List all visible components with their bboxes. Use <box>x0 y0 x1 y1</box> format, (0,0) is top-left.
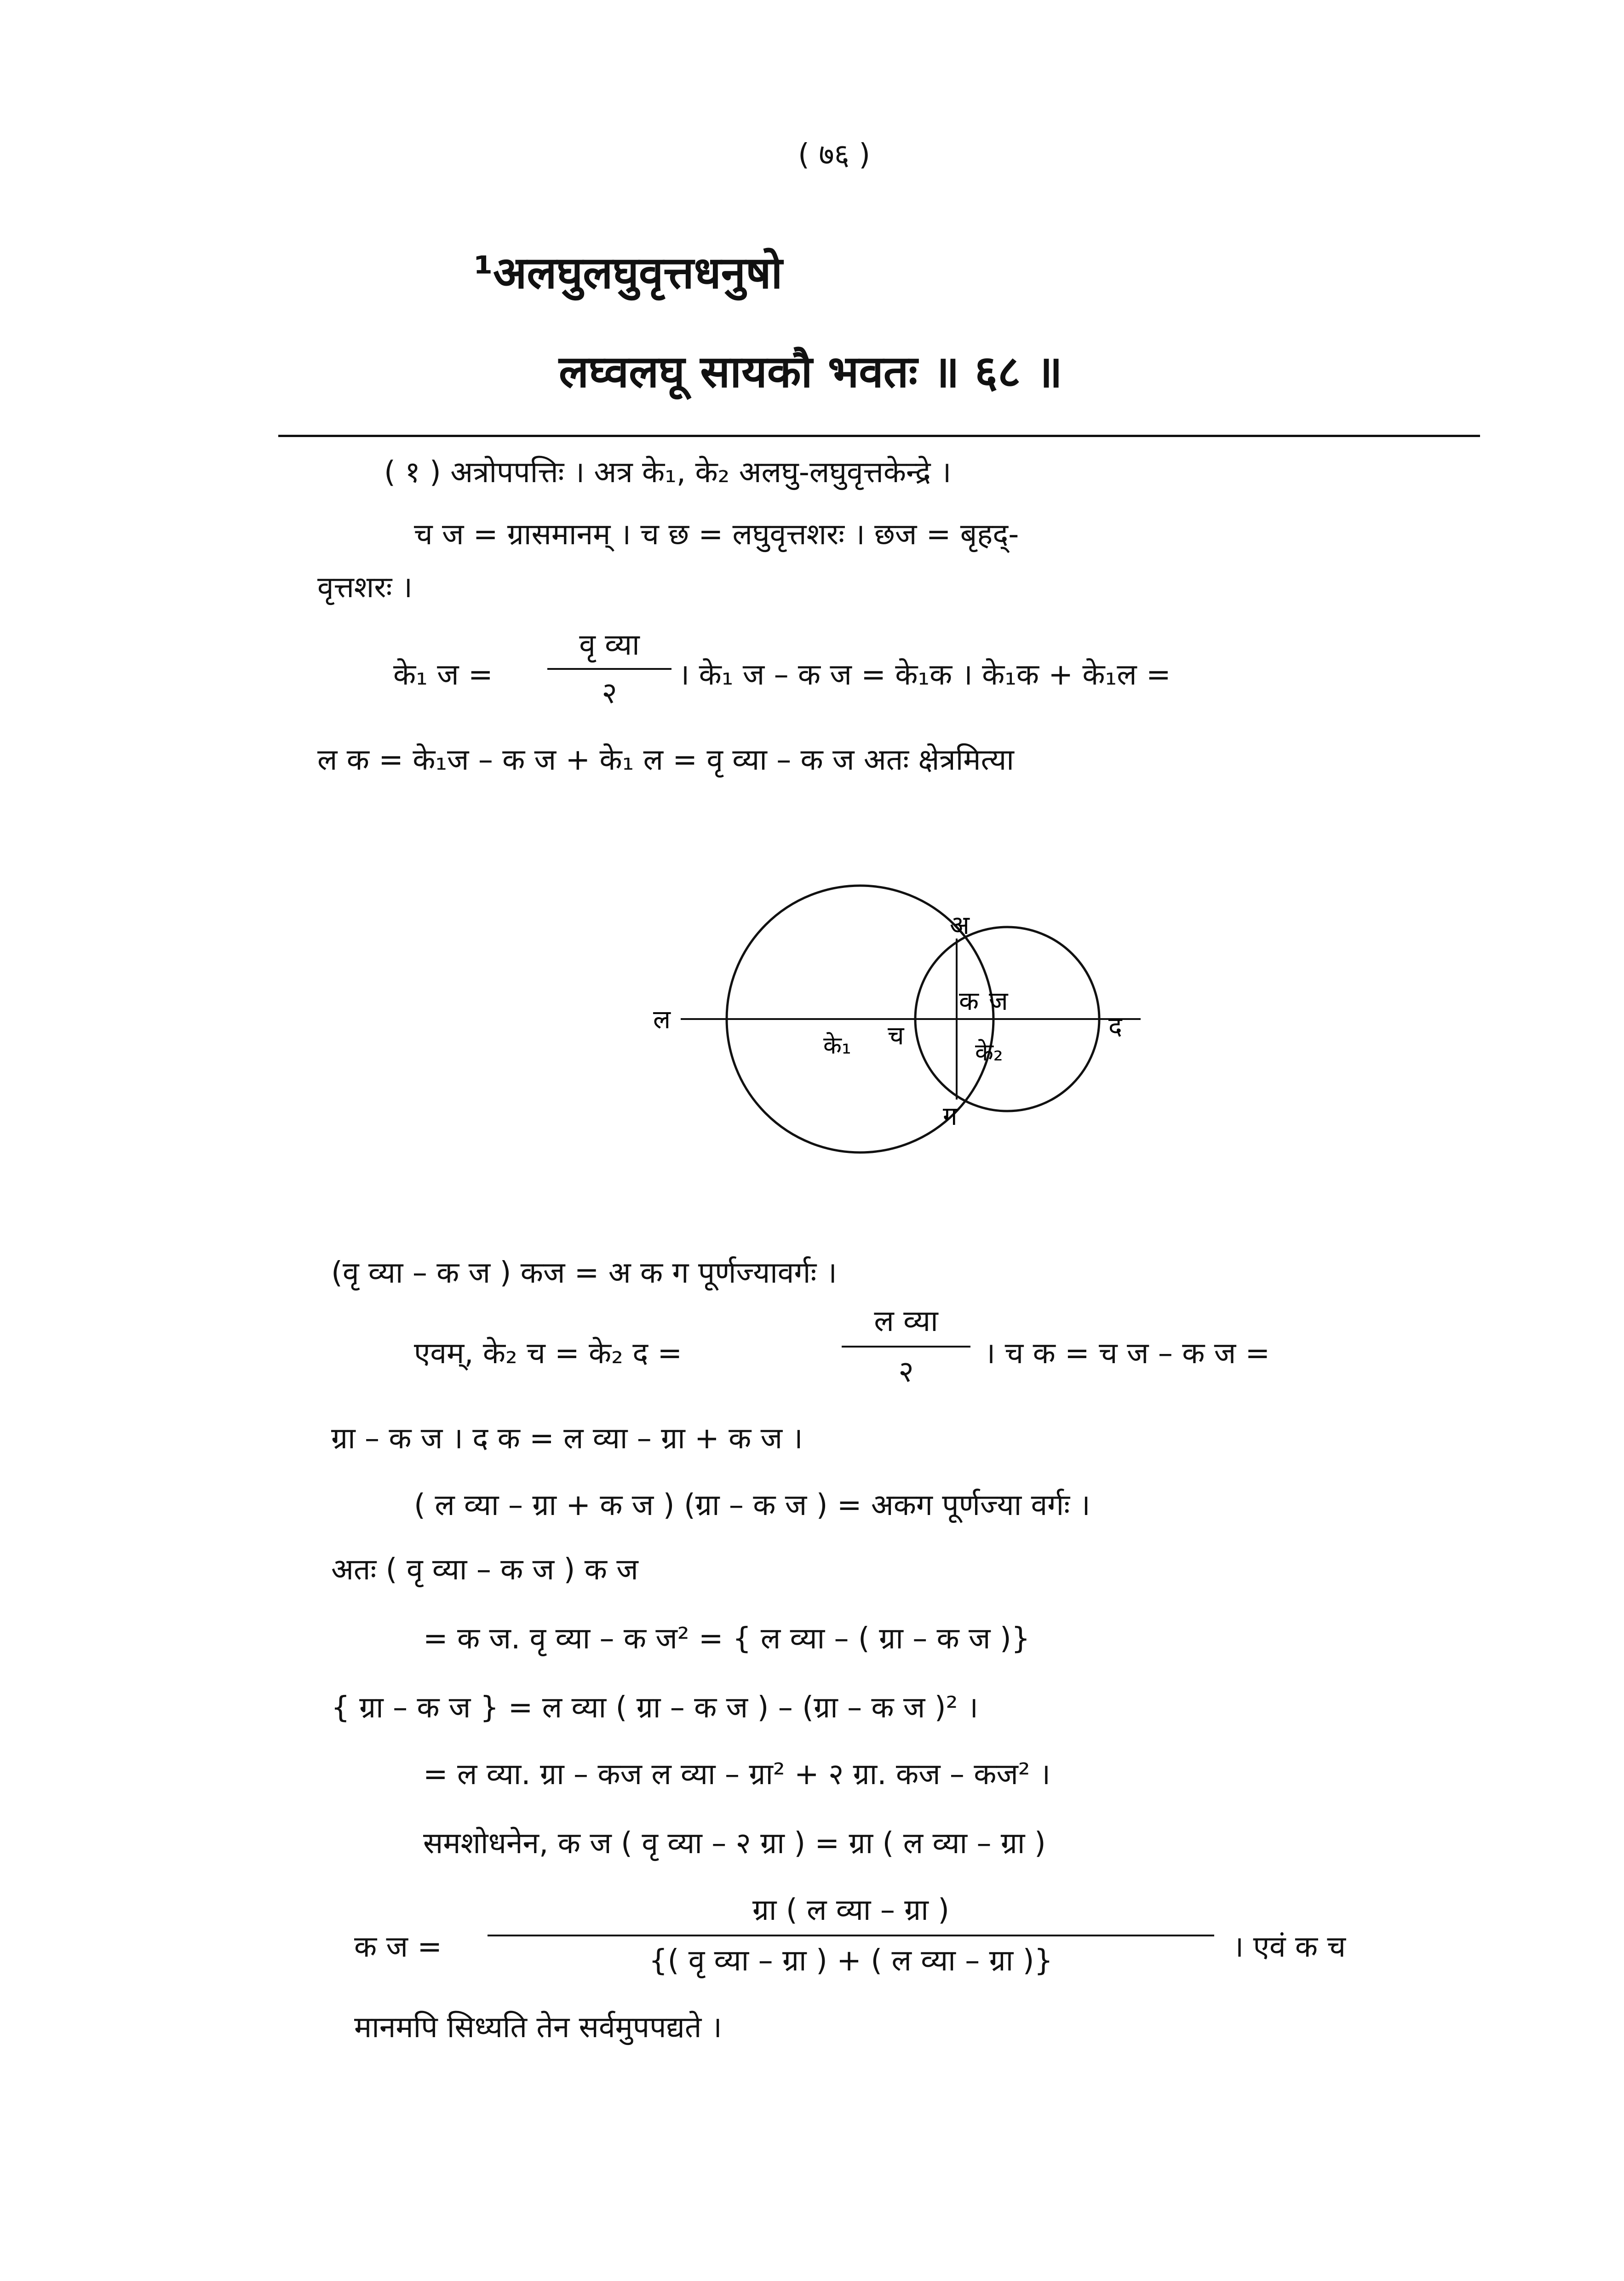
label-ga: ग <box>943 1101 958 1131</box>
label-ja: ज <box>989 986 1008 1016</box>
eq1-denominator: २ <box>602 676 617 710</box>
eq4-denominator: २ <box>898 1355 914 1389</box>
note-line-1: ( १ ) अत्रोपपत्तिः । अत्र के₁, के₂ अलघु-लघुवृत्तकेन्द्रे । <box>384 455 952 490</box>
note-line-2: च ज = ग्रासमानम् । च छ = लघुवृत्तशरः । छज = बृहद्- <box>414 518 1019 552</box>
eq4-rest: । च क = च ज – क ज = <box>984 1336 1270 1371</box>
eq11-line: समशोधनेन, क ज ( वृ व्या – २ ग्रा ) = ग्रा ( ल व्या – ग्रा ) <box>423 1826 1046 1861</box>
eq6-line: ( ल व्या – ग्रा + क ज ) (ग्रा – क ज ) = अकग पूर्णज्या वर्गः । <box>414 1488 1090 1522</box>
heading-divider <box>278 435 1480 437</box>
eq4-fraction-bar <box>842 1346 970 1348</box>
eq1-rest: । के₁ ज – क ज = के₁क । के₁क + के₁ल = <box>678 658 1171 692</box>
eq5-line: ग्रा – क ज । द क = ल व्या – ग्रा + क ज । <box>331 1422 803 1456</box>
circles-diagram-detail <box>621 851 1173 1196</box>
eq1-fraction-bar <box>547 668 671 670</box>
label-ka: क <box>959 986 979 1016</box>
page-number: ( ७६ ) <box>798 138 871 172</box>
label-a: अ <box>950 910 970 940</box>
label-ke2: के₂ <box>975 1039 1003 1066</box>
verse-heading-line1: ¹अलघुलघुवृत्तधनुषो <box>474 247 783 299</box>
label-la: ल <box>653 1005 671 1035</box>
label-da: द <box>1108 1012 1122 1042</box>
eq12-fraction-bar <box>488 1935 1214 1936</box>
eq12-denominator: {( वृ व्या – ग्रा ) + ( ल व्या – ग्रा )} <box>648 1944 1053 1978</box>
eq12-numerator: ग्रा ( ल व्या – ग्रा ) <box>752 1893 950 1927</box>
label-cha: च <box>888 1021 904 1051</box>
eq3-line: (वृ व्या – क ज ) कज = अ क ग पूर्णज्यावर्गः । <box>331 1256 837 1290</box>
eq4-numerator: ल व्या <box>874 1304 938 1338</box>
label-ke1: के₁ <box>823 1032 851 1060</box>
eq10-line: = ल व्या. ग्रा – कज ल व्या – ग्रा² + २ ग्रा. कज – कज² । <box>423 1757 1051 1791</box>
eq7-line: अतः ( वृ व्या – क ज ) क ज <box>331 1553 638 1587</box>
eq8-line: = क ज. वृ व्या – क ज² = { ल व्या – ( ग्रा – क ज )} <box>423 1622 1030 1656</box>
eq12-rest: । एवं क च <box>1233 1930 1346 1964</box>
eq1-lhs: के₁ ज = <box>393 658 493 692</box>
note-line-3: वृत्तशरः । <box>317 570 413 605</box>
eq2-line: ल क = के₁ज – क ज + के₁ ल = वृ व्या – क ज अतः क्षेत्रमित्या <box>317 743 1014 777</box>
eq12-lhs: क ज = <box>354 1930 442 1964</box>
conclusion-line: मानमपि सिध्यति तेन सर्वमुपपद्यते । <box>354 2010 722 2045</box>
eq1-numerator: वृ व्या <box>579 628 640 662</box>
eq4-lhs: एवम्, के₂ च = के₂ द = <box>414 1336 683 1371</box>
verse-heading-line2: लघ्वलघू सायकौ भवतः ॥ ६८ ॥ <box>559 346 1062 397</box>
eq9-line: { ग्रा – क ज } = ल व्या ( ग्रा – क ज ) – (ग्रा – क ज )² । <box>331 1691 978 1725</box>
